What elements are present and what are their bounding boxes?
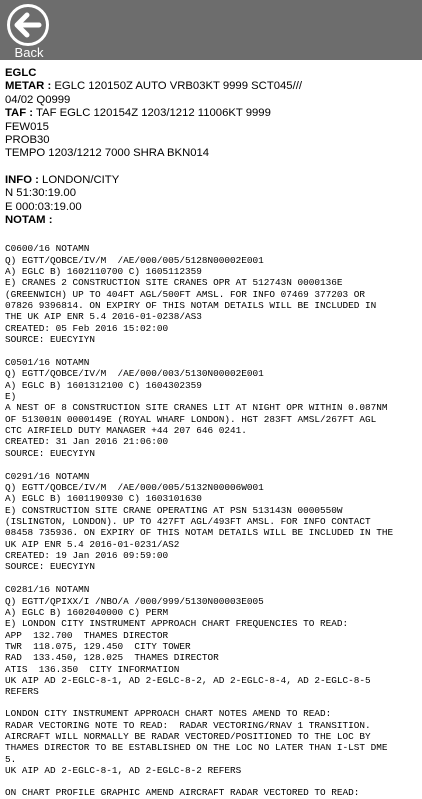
back-arrow-icon (6, 3, 50, 47)
info-label: INFO : (5, 173, 39, 186)
taf-line (5, 107, 417, 120)
notam-line: Q) EGTT/QOBCE/IV/M /AE/000/003/5130N00002E001 (5, 368, 264, 380)
notam-line: C0501/16 NOTAMN (5, 357, 90, 369)
notam-line: SOURCE: EUECYIYN (5, 561, 96, 573)
notam-item (5, 243, 417, 345)
notam-line: (ISLINGTON, LONDON). UP TO 427FT AGL/493FT AMSL. FOR INFO CONTACT (5, 516, 371, 527)
taf-label: TAF : (5, 107, 34, 120)
notam-line: SOURCE: EUECYIYN (5, 333, 96, 345)
notam-line: 08458 735936. ON EXPIRY OF THIS NOTAM DETAILS WILL BE INCLUDED IN THE (5, 527, 394, 539)
notam-item (5, 471, 417, 573)
info-longitude: E 000:03:19.00 (5, 200, 82, 213)
taf-line-4: TEMPO 1203/1212 7000 SHRA BKN014 (5, 147, 210, 160)
top-bar (0, 0, 422, 60)
notam-line: THAMES DIRECTOR TO BE ESTABLISHED ON THE LOC NO LATER THAN I-LST DME (5, 742, 388, 754)
metar-label: METAR : (5, 80, 52, 93)
notam-line: OF 513001N 0000149E (ROYAL WHARF LONDON). HGT 283FT AMSL/267FT AGL (5, 413, 377, 425)
info-name: LONDON/CITY (42, 173, 120, 186)
notam-line: (GREENWICH) UP TO 404FT AGL/500FT AMSL. FOR INFO 07469 377203 OR (5, 288, 366, 300)
back-label: Back (14, 45, 44, 60)
notam-line: CREATED: 19 Jan 2016 09:59:00 (5, 549, 169, 561)
notam-label: NOTAM : (5, 214, 53, 227)
notam-line: E) CRANES 2 CONSTRUCTION SITE CRANES OPR AT 512743N 0000136E (5, 277, 343, 289)
notam-list (5, 243, 417, 798)
notam-line: CREATED: 31 Jan 2016 21:06:00 (5, 436, 169, 448)
notam-line: THE UK AIP ENR 5.4 2016-01-0238/AS3 (5, 311, 202, 323)
info-line (5, 174, 417, 187)
notam-line: C0281/16 NOTAMN (5, 584, 90, 596)
notam-line: A) EGLC B) 1602040000 C) PERM (5, 607, 169, 619)
notam-line: Q) EGTT/QOBCE/IV/M /AE/000/005/5132N00006W001 (5, 482, 264, 494)
metar-line (5, 80, 417, 93)
metar-text: EGLC 120150Z AUTO VRB03KT 9999 SCT045/// (54, 80, 302, 93)
notam-paragraph (5, 708, 417, 776)
weather-content (0, 60, 422, 799)
notam-line: Q) EGTT/QOBCE/IV/M /AE/000/005/5128N00002E001 (5, 254, 264, 266)
taf-line-3: PROB30 (5, 134, 50, 147)
station-code: EGLC (5, 67, 37, 79)
notam-item (5, 357, 417, 459)
notam-line: Q) EGTT/QPIXX/I /NBO/A /000/999/5130N00003E005 (5, 595, 264, 607)
notam-line: ON CHART PROFILE GRAPHIC AMEND AIRCRAFT RADAR VECTORED TO READ: (5, 787, 360, 799)
notam-line: UK AIP ENR 5.4 2016-01-0231/AS2 (5, 538, 180, 550)
notam-line: A) EGLC B) 1602110700 C) 1605112359 (5, 266, 202, 278)
notam-line: RAD 133.450, 128.025 THAMES DIRECTOR (5, 652, 219, 664)
notam-line: RADAR VECTORING NOTE TO READ: RADAR VECTORING/RNAV 1 TRANSITION. (5, 719, 371, 731)
notam-line: A NEST OF 8 CONSTRUCTION SITE CRANES LIT AT NIGHT OPR WITHIN 0.087NM (5, 402, 388, 414)
notam-line: UK AIP AD 2-EGLC-8-1, AD 2-EGLC-8-2 REFERS (5, 764, 242, 776)
station-summary (5, 67, 417, 227)
notam-line: E) CONSTRUCTION SITE CRANE OPERATING AT PSN 513143N 0000550W (5, 504, 343, 516)
notam-line: 5. (5, 753, 17, 765)
notam-line: CREATED: 05 Feb 2016 15:02:00 (5, 322, 169, 334)
metar-line-2: 04/02 Q0999 (5, 93, 71, 106)
notam-line: CTC AIRFIELD DUTY MANAGER +44 207 646 0241. (5, 424, 247, 436)
taf-text: TAF EGLC 120154Z 1203/1212 11006KT 9999 (35, 107, 271, 120)
notam-item (5, 584, 417, 798)
notam-line: ATIS 136.350 CITY INFORMATION (5, 663, 180, 675)
taf-line-2: FEW015 (5, 120, 49, 133)
notam-line: C0291/16 NOTAMN (5, 470, 90, 482)
notam-line: A) EGLC B) 1601190930 C) 1603101630 (5, 493, 202, 505)
notam-line: TWR 118.075, 129.450 CITY TOWER (5, 640, 191, 652)
notam-line: SOURCE: EUECYIYN (5, 447, 96, 459)
notam-line: REFERS (5, 686, 39, 698)
notam-line: UK AIP AD 2-EGLC-8-1, AD 2-EGLC-8-2, AD 2-EGLC-8-4, AD 2-EGLC-8-5 (5, 674, 371, 686)
notam-line: A) EGLC B) 1601312100 C) 1604302359 (5, 379, 202, 391)
notam-line: LONDON CITY INSTRUMENT APPROACH CHART NOTES AMEND TO READ: (5, 708, 332, 720)
back-button[interactable] (4, 3, 52, 59)
notam-paragraph (5, 787, 417, 798)
notam-line: E) (5, 391, 17, 403)
notam-line: 07826 9396814. ON EXPIRY OF THIS NOTAM DETAILS WILL BE INCLUDED IN (5, 299, 377, 311)
notam-line: APP 132.700 THAMES DIRECTOR (5, 629, 169, 641)
notam-line: C0600/16 NOTAMN (5, 243, 90, 255)
info-latitude: N 51:30:19.00 (5, 187, 76, 200)
notam-line: AIRCRAFT WILL NORMALLY BE RADAR VECTORED/POSITIONED TO THE LOC BY (5, 731, 371, 743)
notam-line: E) LONDON CITY INSTRUMENT APPROACH CHART FREQUENCIES TO READ: (5, 618, 349, 630)
